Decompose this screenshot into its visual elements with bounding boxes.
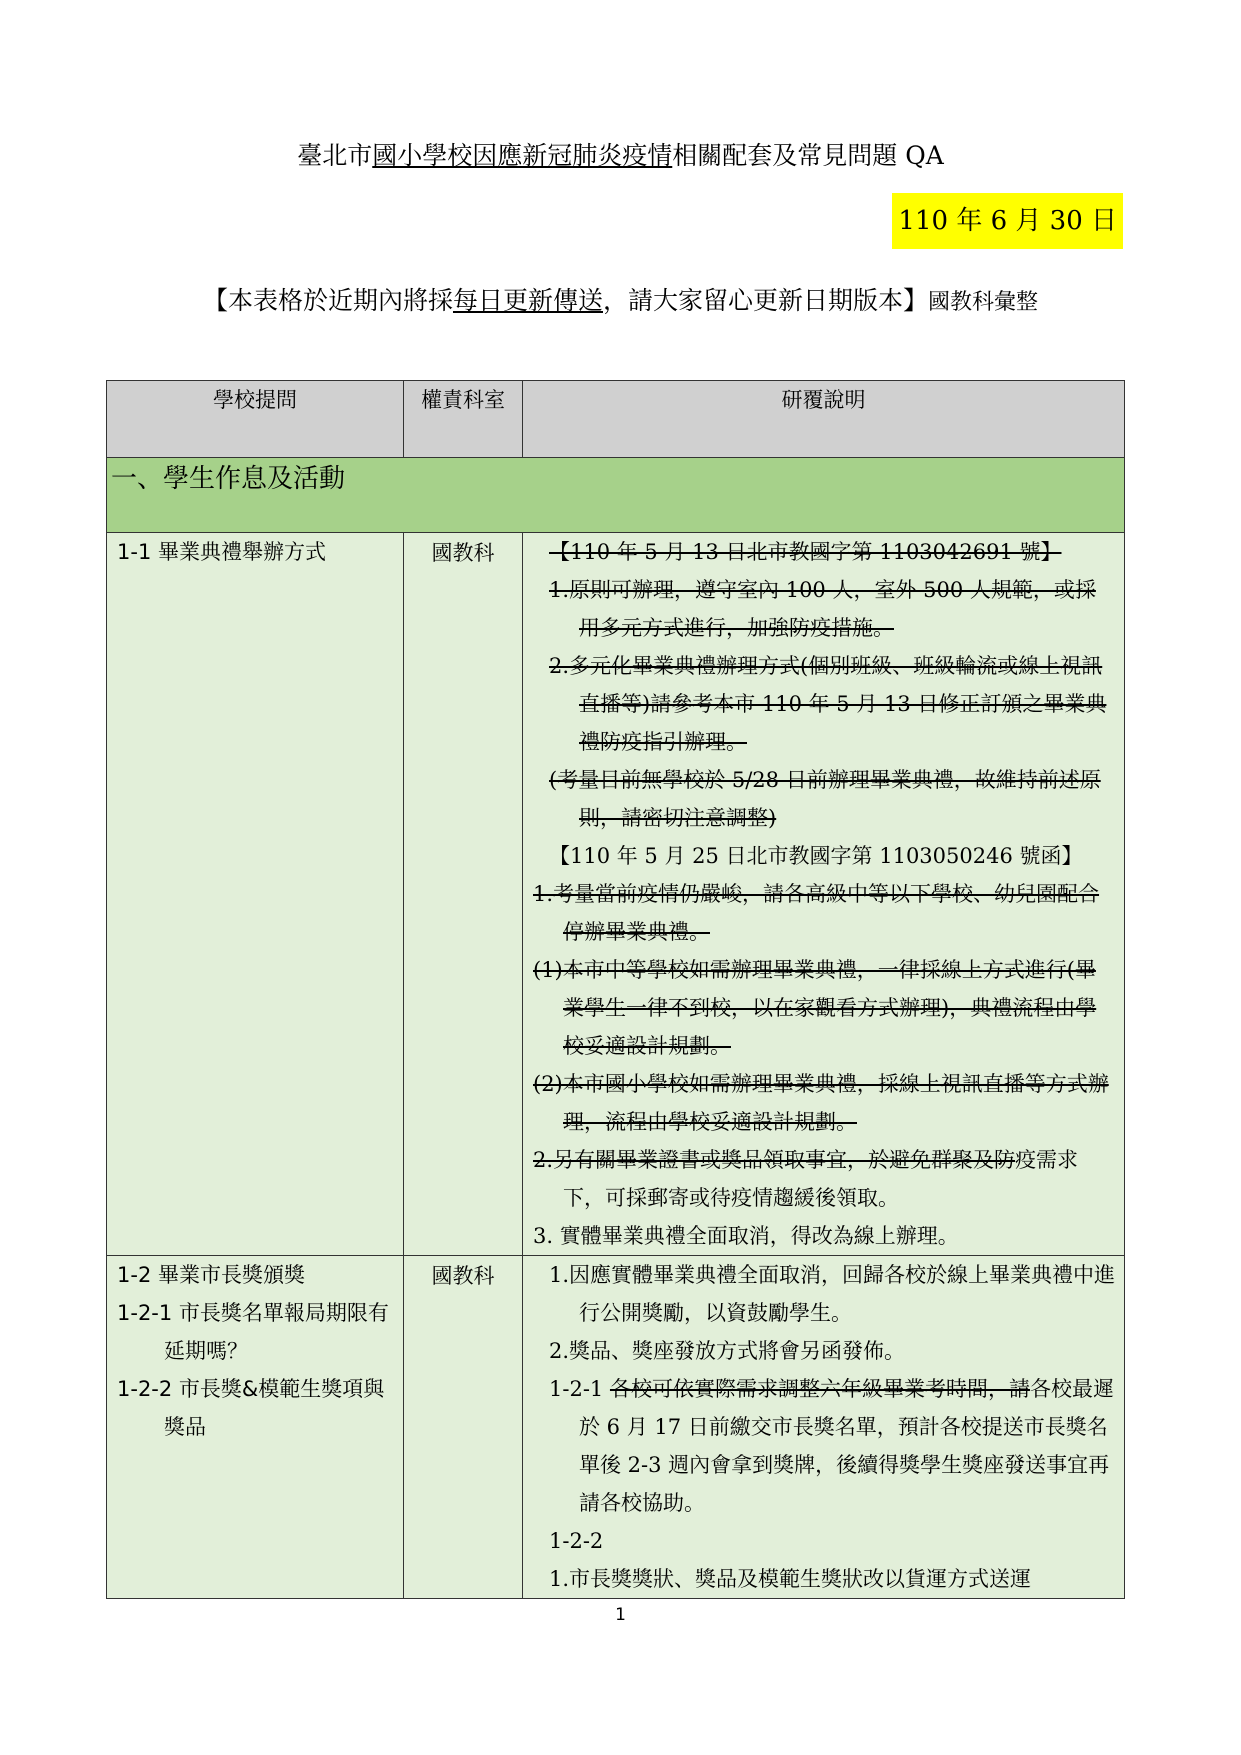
dept-cell: 國教科 (404, 533, 523, 1256)
question-text: 1-1 畢業典禮舉辦方式 (117, 540, 326, 564)
answer-line: (2)本市國小學校如需辦理畢業典禮，採線上視訊直播等方式辦理，流程由學校妥適設計規劃。 (533, 1072, 1109, 1134)
answer-line: 1.考量當前疫情仍嚴峻，請各高級中等以下學校、幼兒園配合停辦畢業典禮。 (533, 882, 1100, 944)
question-cell (107, 1256, 404, 1599)
answer-cell (523, 1256, 1125, 1599)
answer-line: (考量目前無學校於 5/28 日前辦理畢業典禮，故維持前述原則，請密切注意調整) (549, 768, 1101, 830)
title-underlined: 國小學校因應新冠肺炎疫情 (372, 141, 673, 170)
question-text: 1-2 畢業市長獎頒獎 (117, 1263, 305, 1287)
answer-line: 1.原則可辦理，遵守室內 100 人，室外 500 人規範，或採用多元方式進行，加強防疫措施。 (549, 578, 1096, 640)
compiler-note: 國教科彙整 (928, 290, 1039, 315)
question-cell (107, 533, 404, 1256)
table-row (107, 1256, 1125, 1599)
question-text: 1-2-1 市長獎名單報局期限有延期嗎？ (117, 1301, 389, 1363)
question-text: 1-2-2 市長獎&模範生獎項與獎品 (117, 1377, 385, 1439)
answer-line: 【110 年 5 月 25 日北市教國字第 1103050246 號函】 (549, 844, 1083, 868)
answer-line: 1-2-1 各校可依實際需求調整六年級畢業考時間，請各校最遲於 6 月 17 日前繳交市長獎名單，預計各校提送市長獎名單後 2-3 週內會拿到獎牌，後續得獎學生獎座發送事宜再請各校協助。 (549, 1377, 1114, 1515)
notice-underlined: 每日更新傳送 (452, 286, 603, 315)
page-number: 1 (615, 1605, 626, 1625)
update-date: 110 年 6 月 30 日 (892, 193, 1123, 249)
table-row (107, 533, 1125, 1256)
answer-line: 2.多元化畢業典禮辦理方式(個別班級、班級輪流或線上視訊直播等)請參考本市 110 年 5 月 13 日修正訂頒之畢業典禮防疫指引辦理。 (549, 654, 1107, 754)
answer-cell (523, 533, 1125, 1256)
header-question: 學校提問 (107, 381, 404, 458)
header-answer: 研覆說明 (523, 381, 1125, 458)
date-wrapper (892, 193, 1123, 249)
answer-line: 1.市長獎獎狀、獎品及模範生獎狀改以貨運方式送運 (549, 1567, 1032, 1591)
answer-line: 1-2-2 (549, 1529, 604, 1553)
answer-line: 1.因應實體畢業典禮全面取消，回歸各校於線上畢業典禮中進行公開獎勵，以資鼓勵學生。 (549, 1263, 1116, 1325)
document-title: 臺北市國小學校因應新冠肺炎疫情相關配套及常見問題 QA (297, 141, 944, 170)
section-title: 一、學生作息及活動 (107, 458, 1125, 533)
answer-line: 3. 實體畢業典禮全面取消，得改為線上辦理。 (533, 1224, 959, 1248)
header-dept: 權責科室 (404, 381, 523, 458)
qa-table (106, 380, 1125, 1599)
table-header-row (107, 381, 1125, 458)
answer-line: 【110 年 5 月 13 日北市教國字第 1103042691 號】 (549, 540, 1062, 564)
answer-line: 2.獎品、獎座發放方式將會另函發佈。 (549, 1339, 906, 1363)
update-notice: 【本表格於近期內將採每日更新傳送，請大家留心更新日期版本】國教科彙整 (202, 286, 1039, 315)
section-row (107, 458, 1125, 533)
dept-cell: 國教科 (404, 1256, 523, 1599)
answer-line: (1)本市中等學校如需辦理畢業典禮，一律採線上方式進行(畢業學生一律不到校，以在家觀看方式辦理)，典禮流程由學校妥適設計規劃。 (533, 958, 1097, 1058)
answer-line: 2.另有關畢業證書或獎品領取事宜，於避免群聚及防疫需求下，可採郵寄或待疫情趨緩後領取。 (533, 1148, 1079, 1210)
